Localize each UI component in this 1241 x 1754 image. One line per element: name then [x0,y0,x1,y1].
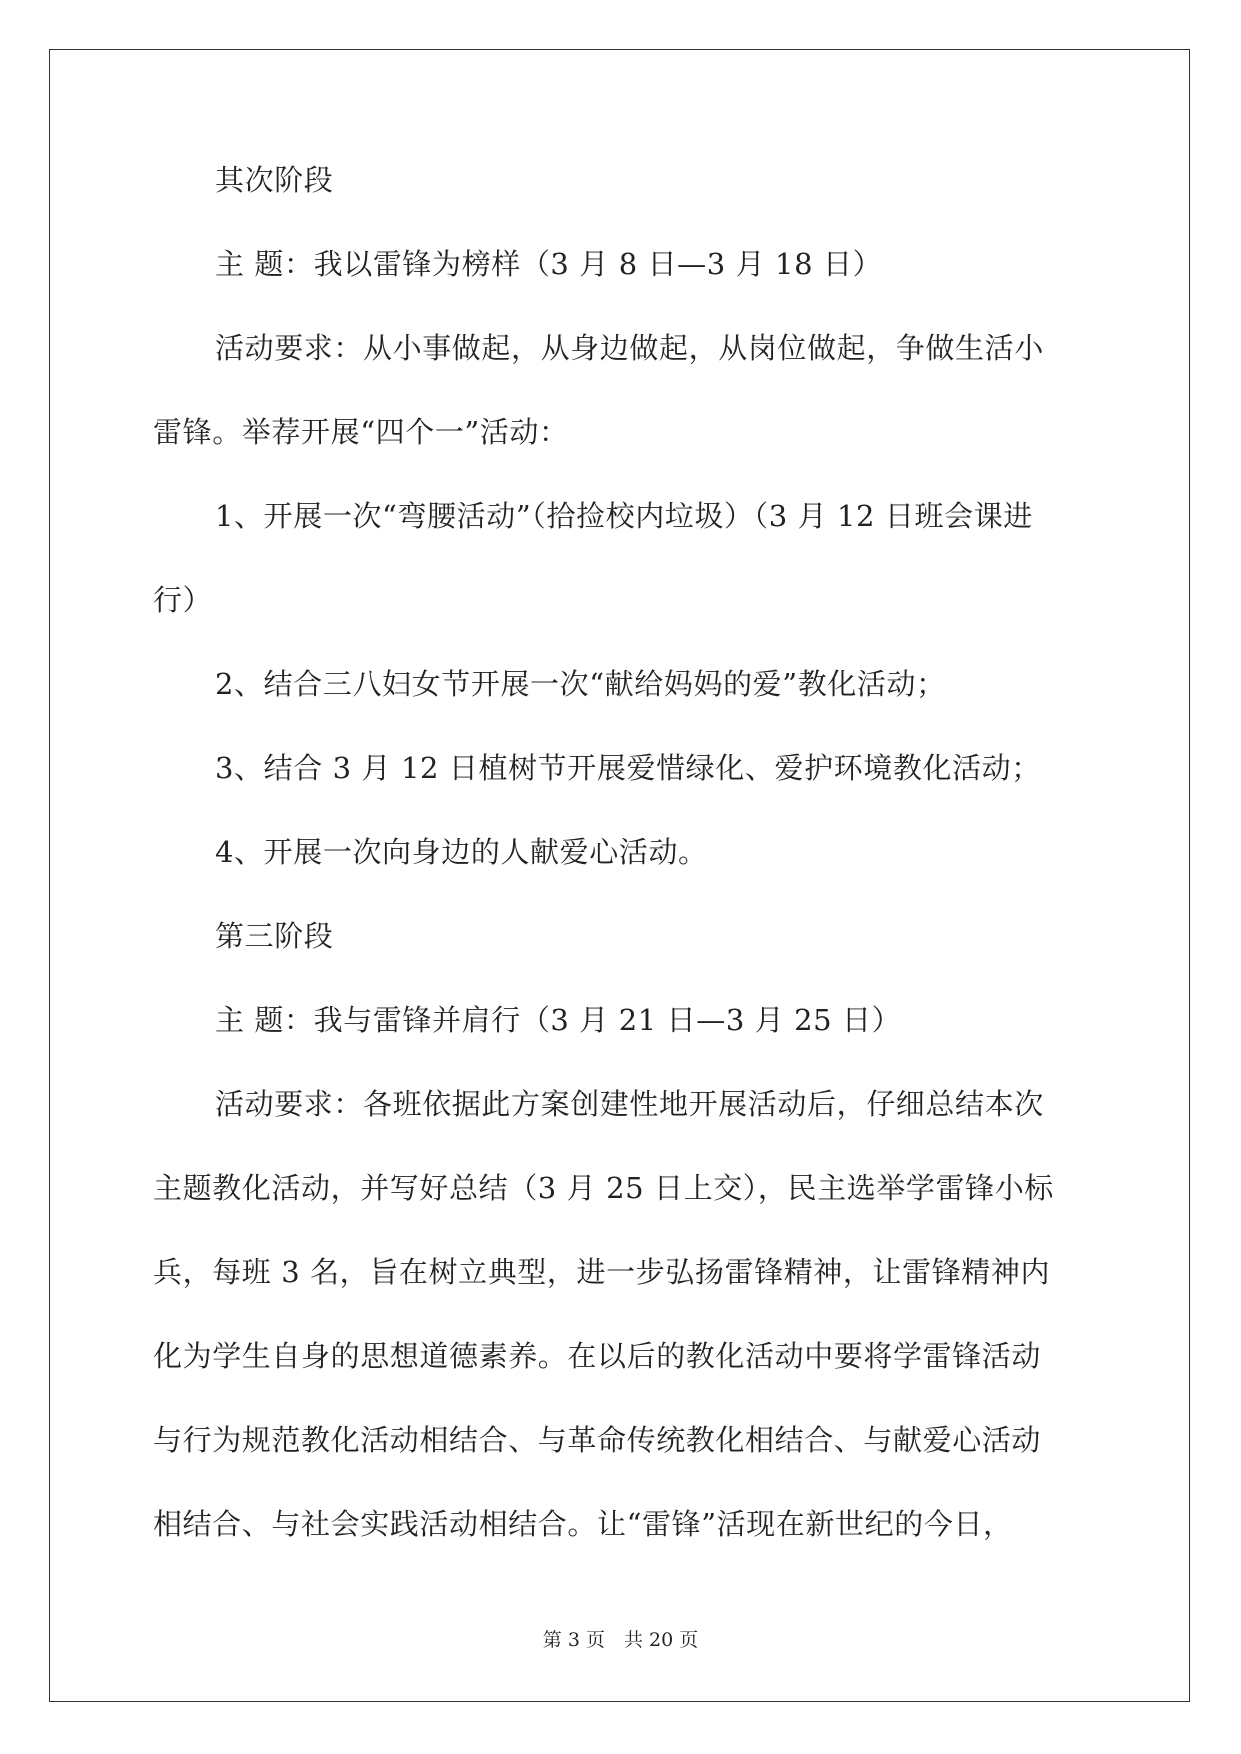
paragraph-line: 相结合、与社会实践活动相结合。让“雷锋”活现在新世纪的今日， [153,1507,1013,1541]
page-number-footer: 第 3 页 共 20 页 [542,1629,699,1651]
section-heading: 第三阶段 [215,919,334,953]
list-item-line: 1、开展一次“弯腰活动”（拾捡校内垃圾）（3 月 12 日班会课进 [215,499,1033,533]
paragraph-line: 活动要求：从小事做起，从身边做起，从岗位做起，争做生活小 [215,331,1044,365]
list-item-line: 行） [153,583,213,617]
section-heading: 其次阶段 [215,163,334,197]
paragraph-line: 化为学生自身的思想道德素养。在以后的教化活动中要将学雷锋活动 [153,1339,1042,1373]
paragraph-line: 雷锋。举荐开展“四个一”活动： [153,415,569,449]
theme-line: 主 题：我以雷锋为榜样（3 月 8 日—3 月 18 日） [215,247,883,281]
list-item-line: 4、开展一次向身边的人献爱心活动。 [215,835,708,869]
paragraph-line: 兵，每班 3 名，旨在树立典型，进一步弘扬雷锋精神，让雷锋精神内 [153,1255,1051,1289]
theme-line: 主 题：我与雷锋并肩行（3 月 21 日—3 月 25 日） [215,1003,902,1037]
paragraph-line: 与行为规范教化活动相结合、与革命传统教化相结合、与献爱心活动 [153,1423,1042,1457]
list-item-line: 3、结合 3 月 12 日植树节开展爱惜绿化、爱护环境教化活动； [215,751,1041,785]
paragraph-line: 活动要求：各班依据此方案创建性地开展活动后，仔细总结本次 [215,1087,1044,1121]
list-item-line: 2、结合三八妇女节开展一次“献给妈妈的爱”教化活动； [215,667,946,701]
paragraph-line: 主题教化活动，并写好总结（3 月 25 日上交），民主选举学雷锋小标 [153,1171,1054,1205]
